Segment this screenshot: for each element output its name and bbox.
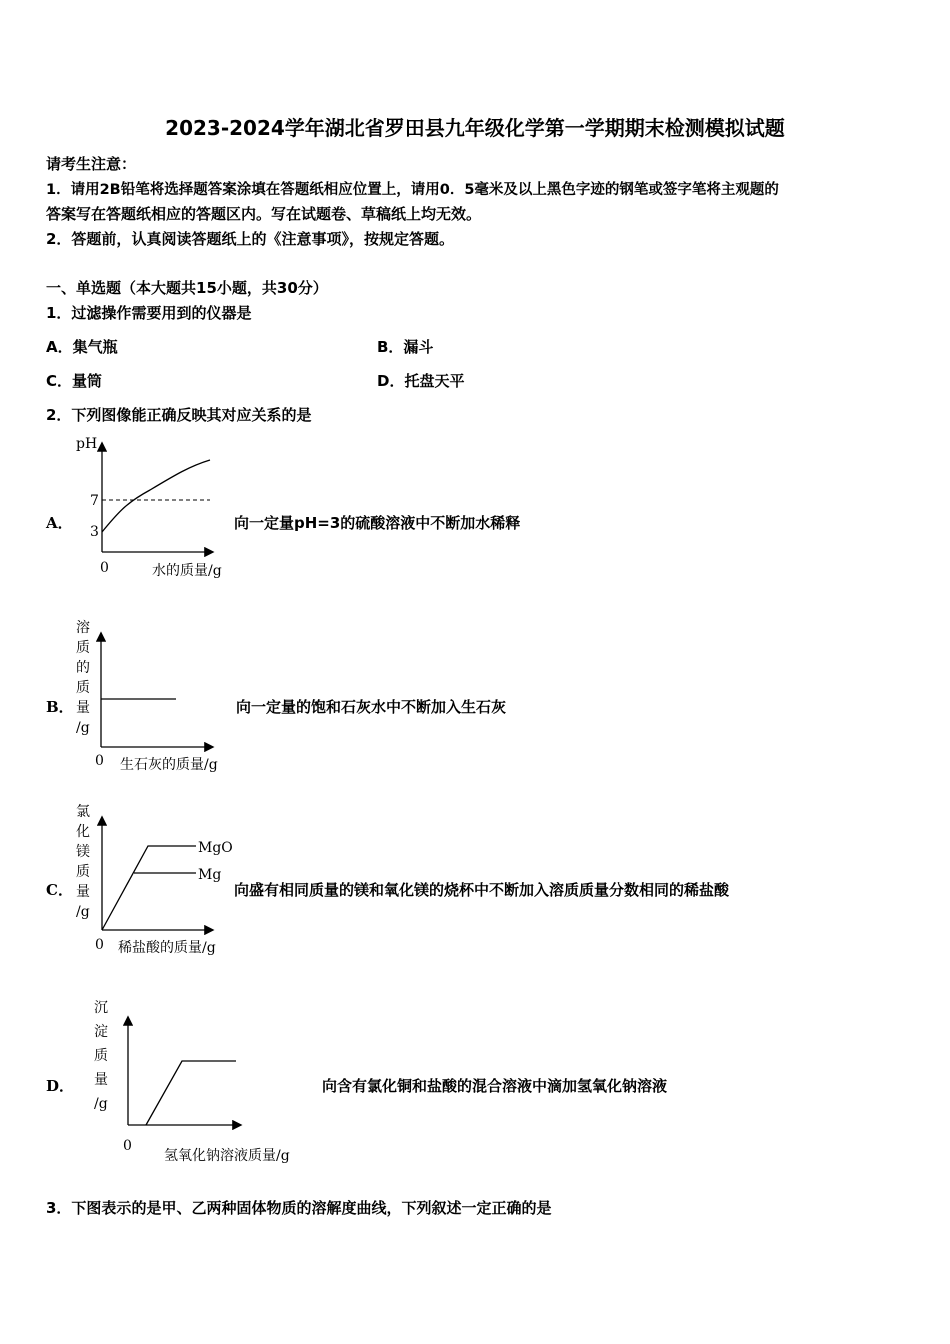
q2-b-y-label-4: 质 (76, 680, 90, 696)
q2-c-origin: 0 (95, 937, 104, 953)
q2-b-y-label-2: 质 (76, 640, 90, 656)
q2-a-x-label: 水的质量/g (152, 563, 222, 579)
q2-c-series-mg: Mg (198, 867, 222, 883)
q2-c-caption: 向盛有相同质量的镁和氧化镁的烧杯中不断加入溶质质量分数相同的稀盐酸 (234, 881, 730, 899)
q1-option-d: D．托盘天平 (377, 372, 465, 390)
q2-a-origin: 0 (100, 560, 109, 576)
q1-option-b: B．漏斗 (377, 338, 434, 356)
q2-stem: 2．下列图像能正确反映其对应关系的是 (46, 406, 312, 424)
notice-item-1-line-1: 1．请用2B铅笔将选择题答案涂填在答题纸相应位置上，请用0．5毫米及以上黑色字迹的钢笔或签字笔将主观题的 (46, 182, 779, 198)
q2-a-curve (102, 460, 210, 532)
q2-d-y-label-3: 质 (94, 1048, 108, 1064)
q2-a-tick-3: 3 (90, 524, 99, 540)
q2-b-y-label-1: 溶 (76, 620, 90, 636)
q2-d-x-label: 氢氧化钠溶液质量/g (164, 1148, 290, 1164)
notice-heading: 请考生注意： (46, 155, 137, 173)
section-heading: 一、单选题（本大题共15小题，共30分） (46, 279, 328, 297)
q2-b-y-label-6: /g (76, 720, 90, 736)
q2-b-y-label-3: 的 (76, 660, 90, 676)
q2-b-caption: 向一定量的饱和石灰水中不断加入生石灰 (236, 698, 507, 716)
q2-c-y-label-2: 化 (76, 824, 90, 840)
q1-option-a: A．集气瓶 (46, 338, 118, 356)
page-title: 2023-2024学年湖北省罗田县九年级化学第一学期期末检测模拟试题 (165, 116, 785, 140)
q2-a-letter: A． (46, 514, 73, 532)
q2-d-y-label-2: 淀 (94, 1024, 108, 1040)
q2-d-y-label-1: 沉 (94, 1000, 108, 1016)
notice-item-1-line-2: 答案写在答题纸相应的答题区内。写在试题卷、草稿纸上均无效。 (46, 205, 482, 223)
q2-d-origin: 0 (123, 1138, 132, 1154)
q2-d-graph (80, 990, 340, 1170)
q2-d-caption: 向含有氯化铜和盐酸的混合溶液中滴加氢氧化钠溶液 (322, 1077, 668, 1095)
q2-b-y-label-5: 量 (76, 700, 90, 716)
q2-d-y-label-4: 量 (94, 1072, 108, 1088)
q2-c-letter: C． (46, 881, 73, 899)
q1-option-c: C．量筒 (46, 372, 103, 390)
q2-a-graph (70, 430, 310, 590)
q2-c-y-label-4: 质 (76, 864, 90, 880)
q2-b-origin: 0 (95, 753, 104, 769)
q2-c-y-label-3: 镁 (76, 844, 90, 860)
q2-c-y-label-6: /g (76, 904, 90, 920)
q2-b-x-label: 生石灰的质量/g (120, 757, 218, 773)
q2-d-curve (146, 1061, 236, 1125)
q2-c-x-label: 稀盐酸的质量/g (118, 940, 216, 956)
q1-stem: 1．过滤操作需要用到的仪器是 (46, 304, 252, 322)
q2-c-series-mgo: MgO (198, 840, 233, 856)
q2-c-y-label-5: 量 (76, 884, 90, 900)
q2-c-y-label-1: 氯 (76, 804, 90, 820)
q2-a-caption: 向一定量pH=3的硫酸溶液中不断加水稀释 (234, 514, 521, 532)
q2-b-letter: B． (46, 698, 74, 716)
q3-stem: 3．下图表示的是甲、乙两种固体物质的溶解度曲线，下列叙述一定正确的是 (46, 1199, 552, 1217)
q2-d-letter: D． (46, 1077, 75, 1095)
q2-c-mgo-line (102, 846, 196, 930)
notice-item-2: 2．答题前，认真阅读答题纸上的《注意事项》，按规定答题。 (46, 230, 454, 248)
q2-d-y-label-5: /g (94, 1096, 108, 1112)
q2-a-tick-7: 7 (90, 493, 99, 509)
q2-a-y-label: pH (76, 436, 98, 452)
